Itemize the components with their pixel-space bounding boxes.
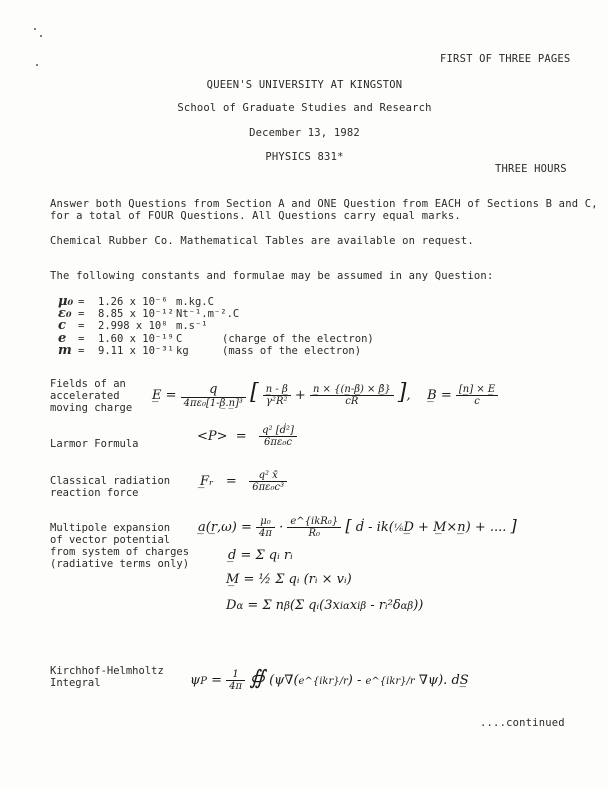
constant-unit: Nt⁻¹.m⁻².C [176, 308, 240, 320]
constant-unit: m.kg.C [176, 296, 214, 308]
constant-unit: m.s⁻¹ [176, 320, 208, 332]
constant-row: μ₀ = 1.26 x 10⁻⁶ m.kg.C [58, 294, 222, 309]
formula-multipole-q-handwritten: Dα = Σ nβ(Σ qᵢ(3xiαxiβ - rᵢ²δαβ)) [226, 598, 424, 613]
page-note: FIRST OF THREE PAGES [440, 53, 571, 65]
instructions-line-1: Answer both Questions from Section A and ONE Question from EACH of Sections B and C, [50, 198, 598, 210]
constant-symbol: e [58, 331, 67, 346]
course-code: PHYSICS 831* [265, 151, 344, 163]
constant-row: c = 2.998 x 10⁸ m.s⁻¹ [58, 318, 222, 333]
formula-multipole-d-handwritten: d̲ = Σ qᵢ rᵢ [228, 548, 293, 563]
constant-symbol: m [58, 343, 72, 358]
constant-value: 8.85 x 10⁻¹² [98, 308, 174, 320]
constant-unit: kg [176, 345, 189, 357]
tables-note: Chemical Rubber Co. Mathematical Tables are available on request. [50, 235, 474, 247]
formula-multipole-m-handwritten: M̲ = ½ Σ qᵢ (rᵢ × vᵢ) [226, 572, 352, 587]
scan-speck [40, 35, 42, 37]
constant-symbol: c [58, 318, 66, 333]
school-name: School of Graduate Studies and Research [177, 102, 432, 114]
constant-value: 9.11 x 10⁻³¹ [98, 345, 174, 357]
exam-duration: THREE HOURS [495, 163, 567, 175]
scan-speck [34, 28, 36, 30]
formula-label-kirchhoff: Kirchhof-Helmholtz Integral [50, 665, 164, 689]
formula-reaction-handwritten: F̲ᵣ = $\frac{\text{q² ẍ̇}}{\text{6πε₀c³}}$ [200, 470, 287, 493]
constant-row: e = 1.60 x 10⁻¹⁹ C (charge of the electron) [58, 331, 374, 346]
constant-symbol: μ₀ [58, 294, 74, 309]
constant-row: m = 9.11 x 10⁻³¹ kg (mass of the electron) [58, 343, 362, 358]
scan-speck [36, 64, 38, 66]
constants-intro: The following constants and formulae may be assumed in any Question: [50, 270, 494, 282]
formula-kirchhoff-handwritten: ψP = $\frac{1}{4\pi}$ ∯ (ψ∇(e^{ikr}/r) - e^{ikr}/r ∇ψ). dS̲ [190, 665, 469, 692]
formula-fields-handwritten: E̲ = $\frac{q}{\text{4πε₀[1-β̲.n̲]³}}$ [ $\frac{n̲ - \beta̲}{\text{γ²R²}}$ + $\frac{n̲ \times \{(n̲-\beta̲) \times \betȧ̲\}}{cR}$ ], B̲ = $\frac{[n̲] \times E̲}{c}$ [152, 380, 498, 409]
constant-value: 2.998 x 10⁸ [98, 320, 168, 332]
formula-multipole-a-handwritten: a̲(r̲,ω) = $\frac{\text{μ₀}}{4\pi}$ · $\frac{\text{e\textasciicircum{}\{ikR₀\}}}{\text{R₀}}$ [ ḋ - ik(⅙D̲ + M̲×n̲) + .... ] [198, 516, 517, 539]
constant-note: (charge of the electron) [222, 333, 374, 345]
formula-label-larmor: Larmor Formula [50, 438, 139, 450]
constant-value: 1.26 x 10⁻⁶ [98, 296, 168, 308]
university-name: QUEEN'S UNIVERSITY AT KINGSTON [206, 79, 403, 91]
constant-value: 1.60 x 10⁻¹⁹ [98, 333, 174, 345]
instructions-line-2: for a total of FOUR Questions. All Questions carry equal marks. [50, 210, 461, 222]
formula-larmor-handwritten: <P> = $\frac{\text{q² [ḋ²]}}{\text{6πε₀c}}$ [197, 425, 297, 448]
formula-label-multipole: Multipole expansion of vector potential from system of charges (radiative terms only) [50, 522, 190, 570]
continued-note: ....continued [480, 717, 565, 729]
constant-note: (mass of the electron) [222, 345, 362, 357]
formula-label-fields: Fields of an accelerated moving charge [50, 378, 133, 414]
exam-date: December 13, 1982 [249, 127, 360, 139]
formula-label-reaction-force: Classical radiation reaction force [50, 475, 171, 499]
constant-symbol: ε₀ [58, 306, 72, 321]
constant-row: ε₀ = 8.85 x 10⁻¹² Nt⁻¹.m⁻².C [58, 306, 240, 321]
constant-unit: C [176, 333, 183, 345]
